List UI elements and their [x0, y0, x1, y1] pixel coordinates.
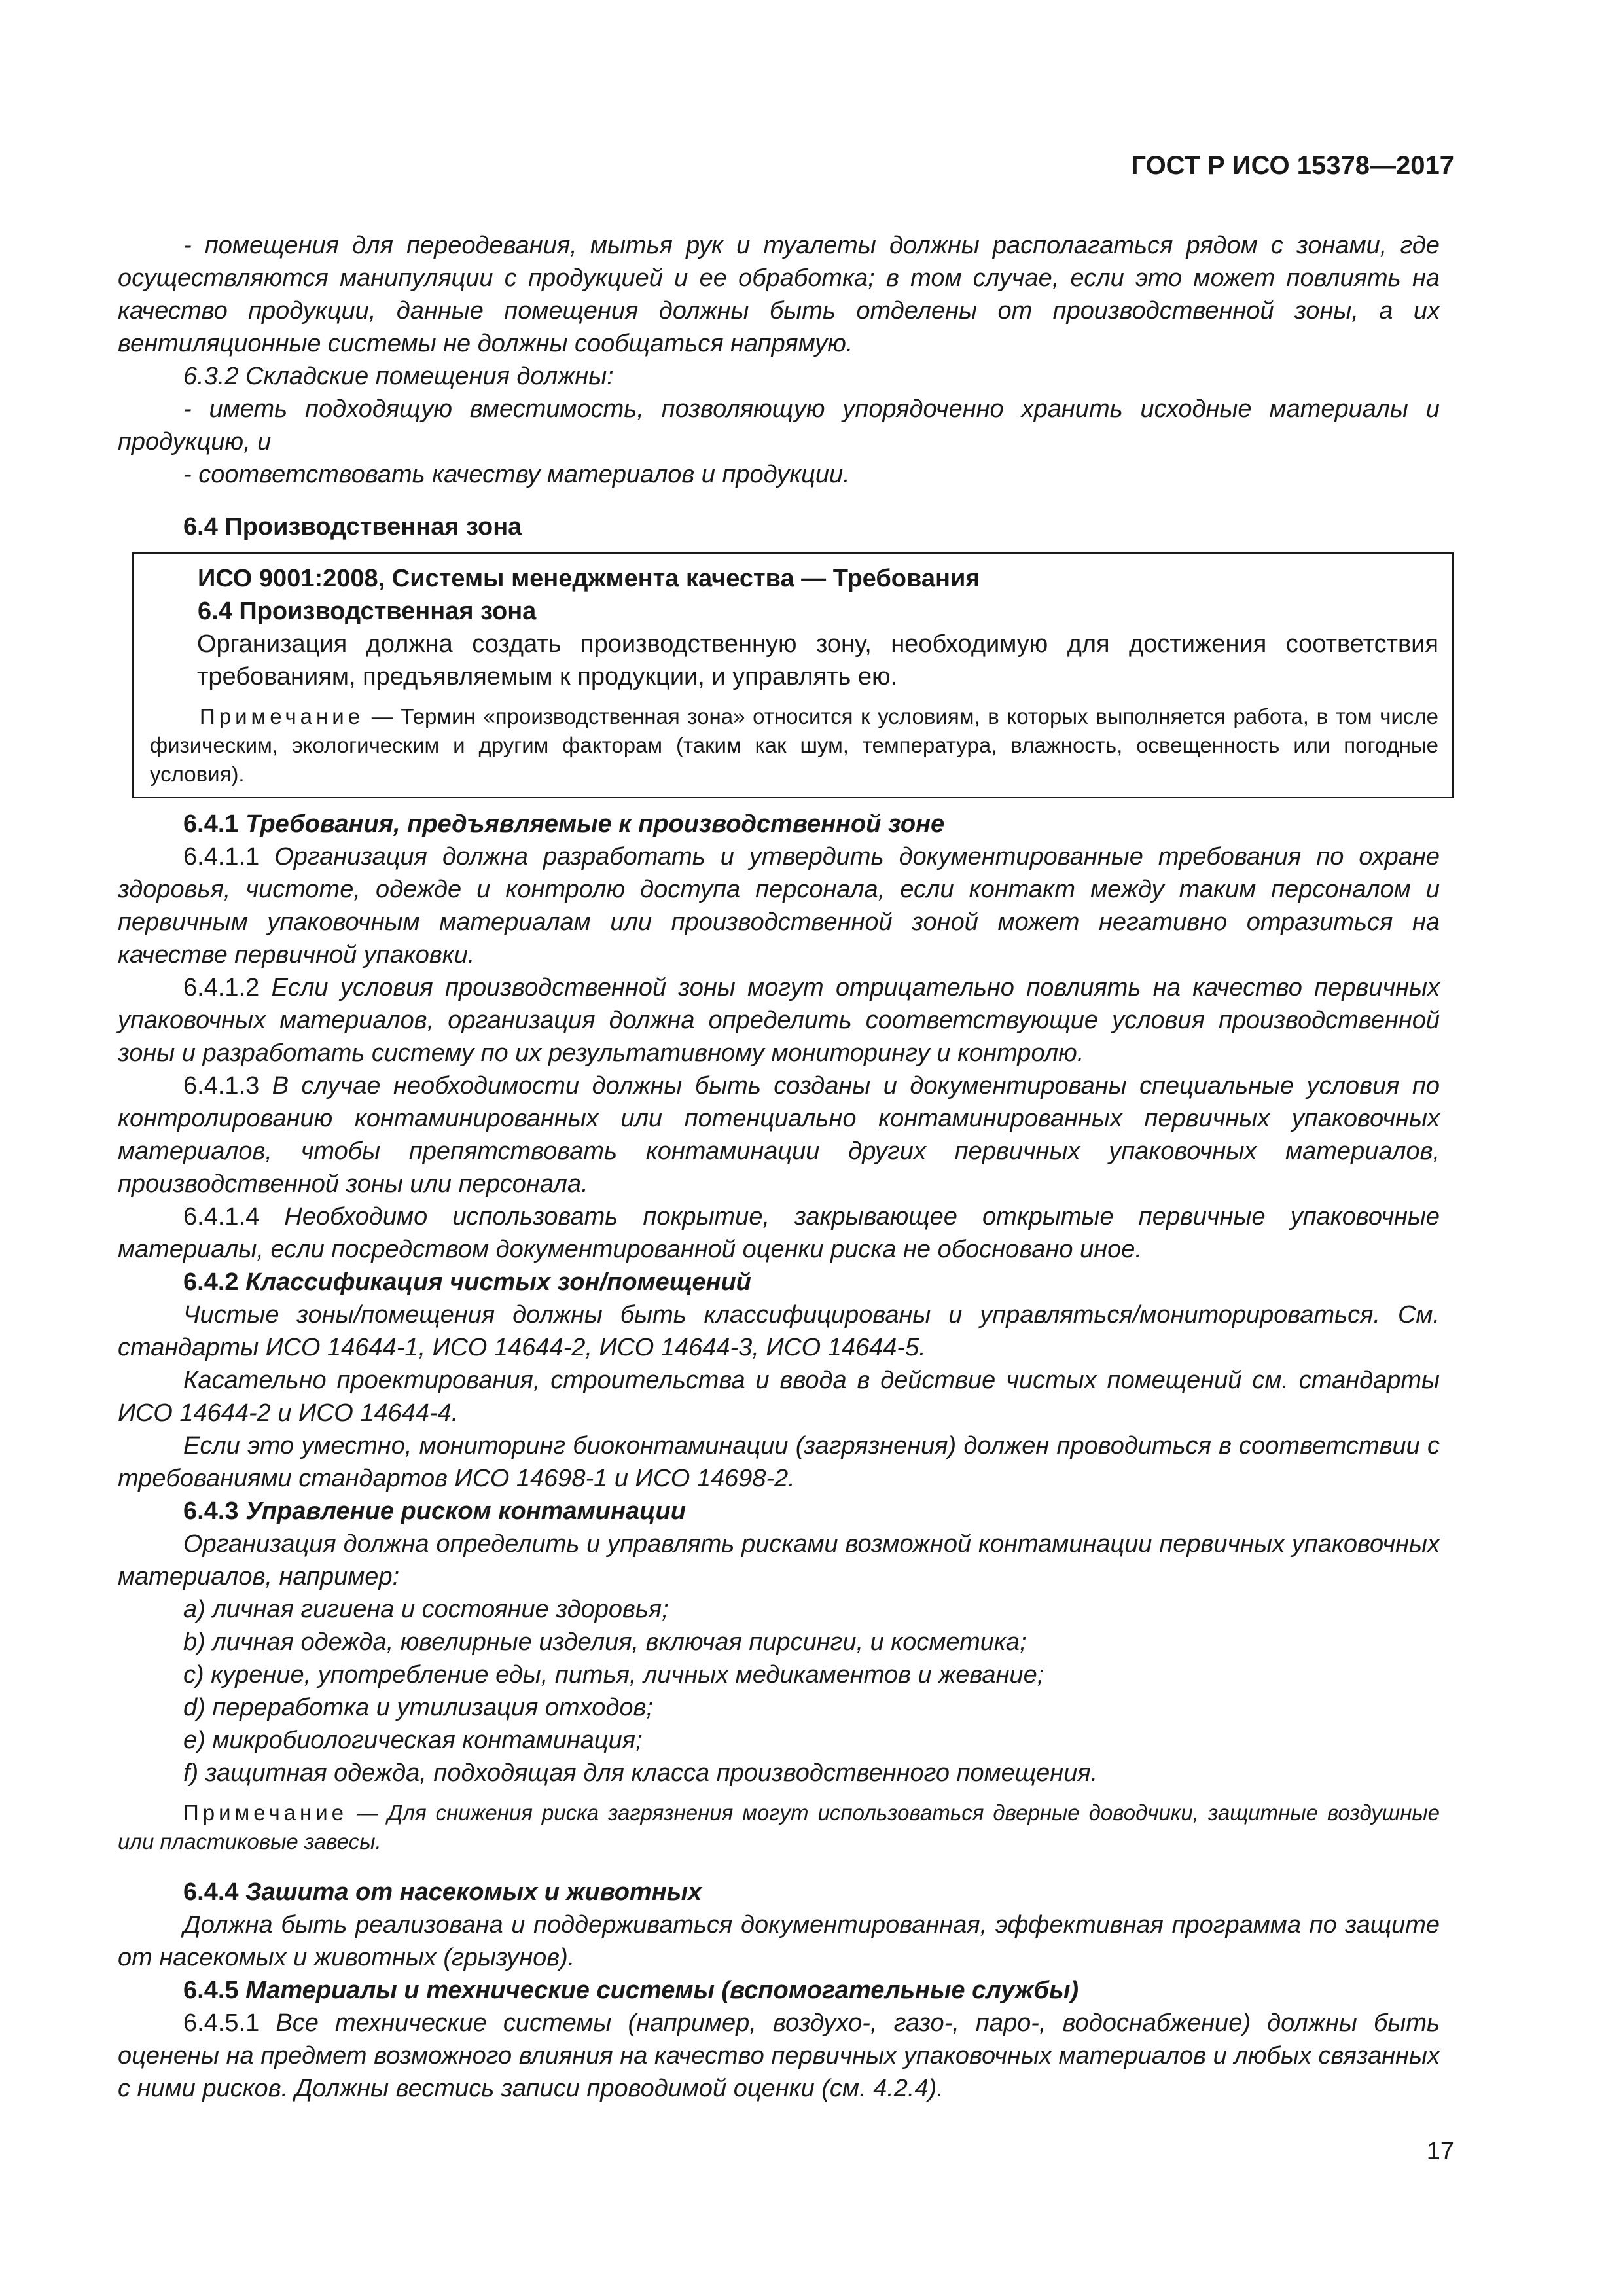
list-item: d) переработка и утилизация отходов;: [183, 1694, 653, 1721]
section-heading: [183, 808, 1440, 840]
clause-number: 6.4.1.1: [183, 843, 260, 870]
page-number: 17: [1426, 2138, 1454, 2165]
paragraph: Если это уместно, мониторинг биоконтаминации (загрязнения) должен проводиться в соответствии с требованиями стандартов ИСО 14698-1 и ИСО 14698-2.: [118, 1432, 1440, 1492]
page-content: [118, 229, 1440, 2105]
paragraph: - помещения для переодевания, мытья рук и туалеты должны располагаться рядом с зонами, где осуществляются манипуляции с продукцией и ее обработка; в том случае, если это может повлиять на качество продукции, данные помещения должны быть отделены от производственной зоны, а их вентиляционные системы не должны сообщаться напрямую.: [118, 232, 1440, 357]
paragraph: Должна быть реализована и поддерживаться документированная, эффективная программа по защите от насекомых и животных (грызунов).: [118, 1911, 1440, 1971]
section-heading: 6.4 Производственная зона: [183, 513, 522, 541]
risk-list: [183, 1593, 1440, 1789]
paragraph: [118, 840, 1440, 971]
box-title: ИСО 9001:2008, Системы менеджмента качества — Требования: [198, 565, 980, 592]
box-note: [150, 702, 1438, 789]
note: [118, 1799, 1440, 1856]
document-header: ГОСТ Р ИСО 15378—2017: [1131, 151, 1454, 180]
clause-text: Организация должна разработать и утвердить документированные требования по охране здоровья, чистоте, одежде и контролю доступа персонала, если контакт между таким персоналом и первичным упаковочным материалам или производственной зоной может негативно отразиться на качестве первичной упаковки.: [118, 843, 1440, 969]
note-text: — Для снижения риска загрязнения могут использоваться дверные доводчики, защитные воздушные или пластиковые завесы.: [118, 1801, 1440, 1854]
clause-text: Необходимо использовать покрытие, закрывающее открытые первичные упаковочные материалы, если посредством документированной оценки риска не обосновано иное.: [118, 1203, 1440, 1263]
paragraph: - иметь подходящую вместимость, позволяющую упорядоченно хранить исходные материалы и продукцию, и: [118, 395, 1440, 456]
clause-text: Если условия производственной зоны могут отрицательно повлиять на качество первичных упаковочных материалов, организация должна определить соответствующие условия производственной зоны и разработать систему по их результативному мониторингу и контролю.: [118, 974, 1440, 1067]
paragraph: [118, 2007, 1440, 2105]
section-title: Материалы и технические системы (вспомогательные службы): [238, 1977, 1079, 2004]
clause-text: В случае необходимости должны быть созданы и документированы специальные условия по контролированию контаминированных или потенциально контаминированных первичных упаковочных материалов, чтобы препятствовать контаминации других первичных упаковочных материалов, производственной зоны или персонала.: [118, 1072, 1440, 1198]
section-number: 6.4.2: [183, 1268, 239, 1296]
list-item: b) личная одежда, ювелирные изделия, включая пирсинги, и косметика;: [183, 1628, 1027, 1656]
section-number: 6.4.3: [183, 1498, 239, 1525]
note-label: Примечание: [200, 704, 365, 728]
note-label: Примечание: [183, 1801, 348, 1825]
paragraph: 6.3.2 Складские помещения должны:: [183, 363, 614, 390]
section-title: Требования, предъявляемые к производственной зоне: [238, 810, 945, 838]
paragraph: [118, 1069, 1440, 1200]
paragraph: Чистые зоны/помещения должны быть классифицированы и управляться/мониторироваться. См. стандарты ИСО 14644-1, ИСО 14644-2, ИСО 14644-3, ИСО 14644-5.: [118, 1301, 1440, 1361]
quoted-standard-box: [132, 552, 1454, 798]
section-number: 6.4.1: [183, 810, 239, 838]
section-heading: [183, 1876, 1440, 1909]
section-heading: [183, 1974, 1440, 2007]
section-heading: [183, 1266, 1440, 1299]
clause-number: 6.4.1.4: [183, 1203, 260, 1230]
list-item: c) курение, употребление еды, питья, личных медикаментов и жевание;: [183, 1661, 1044, 1689]
paragraph: [118, 971, 1440, 1069]
list-item: a) личная гигиена и состояние здоровья;: [183, 1596, 669, 1623]
section-title: Классификация чистых зон/помещений: [238, 1268, 751, 1296]
paragraph: Касательно проектирования, строительства и ввода в действие чистых помещений см. стандарты ИСО 14644-2 и ИСО 14644-4.: [118, 1367, 1440, 1427]
paragraph: - соответствовать качеству материалов и продукции.: [183, 461, 850, 488]
section-title: Зашита от насекомых и животных: [238, 1878, 702, 1906]
section-heading: [183, 1495, 1440, 1528]
clause-number: 6.4.1.3: [183, 1072, 260, 1100]
list-item: e) микробиологическая контаминация;: [183, 1727, 643, 1754]
section-number: 6.4.4: [183, 1878, 239, 1906]
note-text: — Термин «производственная зона» относится к условиям, в которых выполняется работа, в том числе физическим, экологическим и другим факторам (таким как шум, температура, влажность, освещенность или погодные условия).: [150, 704, 1438, 786]
section-title: Управление риском контаминации: [238, 1498, 686, 1525]
box-subtitle: 6.4 Производственная зона: [198, 598, 537, 625]
section-number: 6.4.5: [183, 1977, 239, 2004]
list-item: f) защитная одежда, подходящая для класса производственного помещения.: [183, 1759, 1098, 1787]
clause-text: Все технические системы (например, воздухо-, газо-, паро-, водоснабжение) должны быть оценены на предмет возможного влияния на качество первичных упаковочных материалов и любых связанных с ними рисков. Должны вестись записи проводимой оценки (см. 4.2.4).: [118, 2009, 1440, 2102]
paragraph: Организация должна определить и управлять рисками возможной контаминации первичных упаковочных материалов, например:: [118, 1530, 1440, 1590]
paragraph: [118, 1200, 1440, 1266]
box-text: Организация должна создать производственную зону, необходимую для достижения соответствия требованиям, предъявляемым к продукции, и управлять ею.: [197, 630, 1438, 691]
clause-number: 6.4.5.1: [183, 2009, 260, 2037]
clause-number: 6.4.1.2: [183, 974, 260, 1001]
